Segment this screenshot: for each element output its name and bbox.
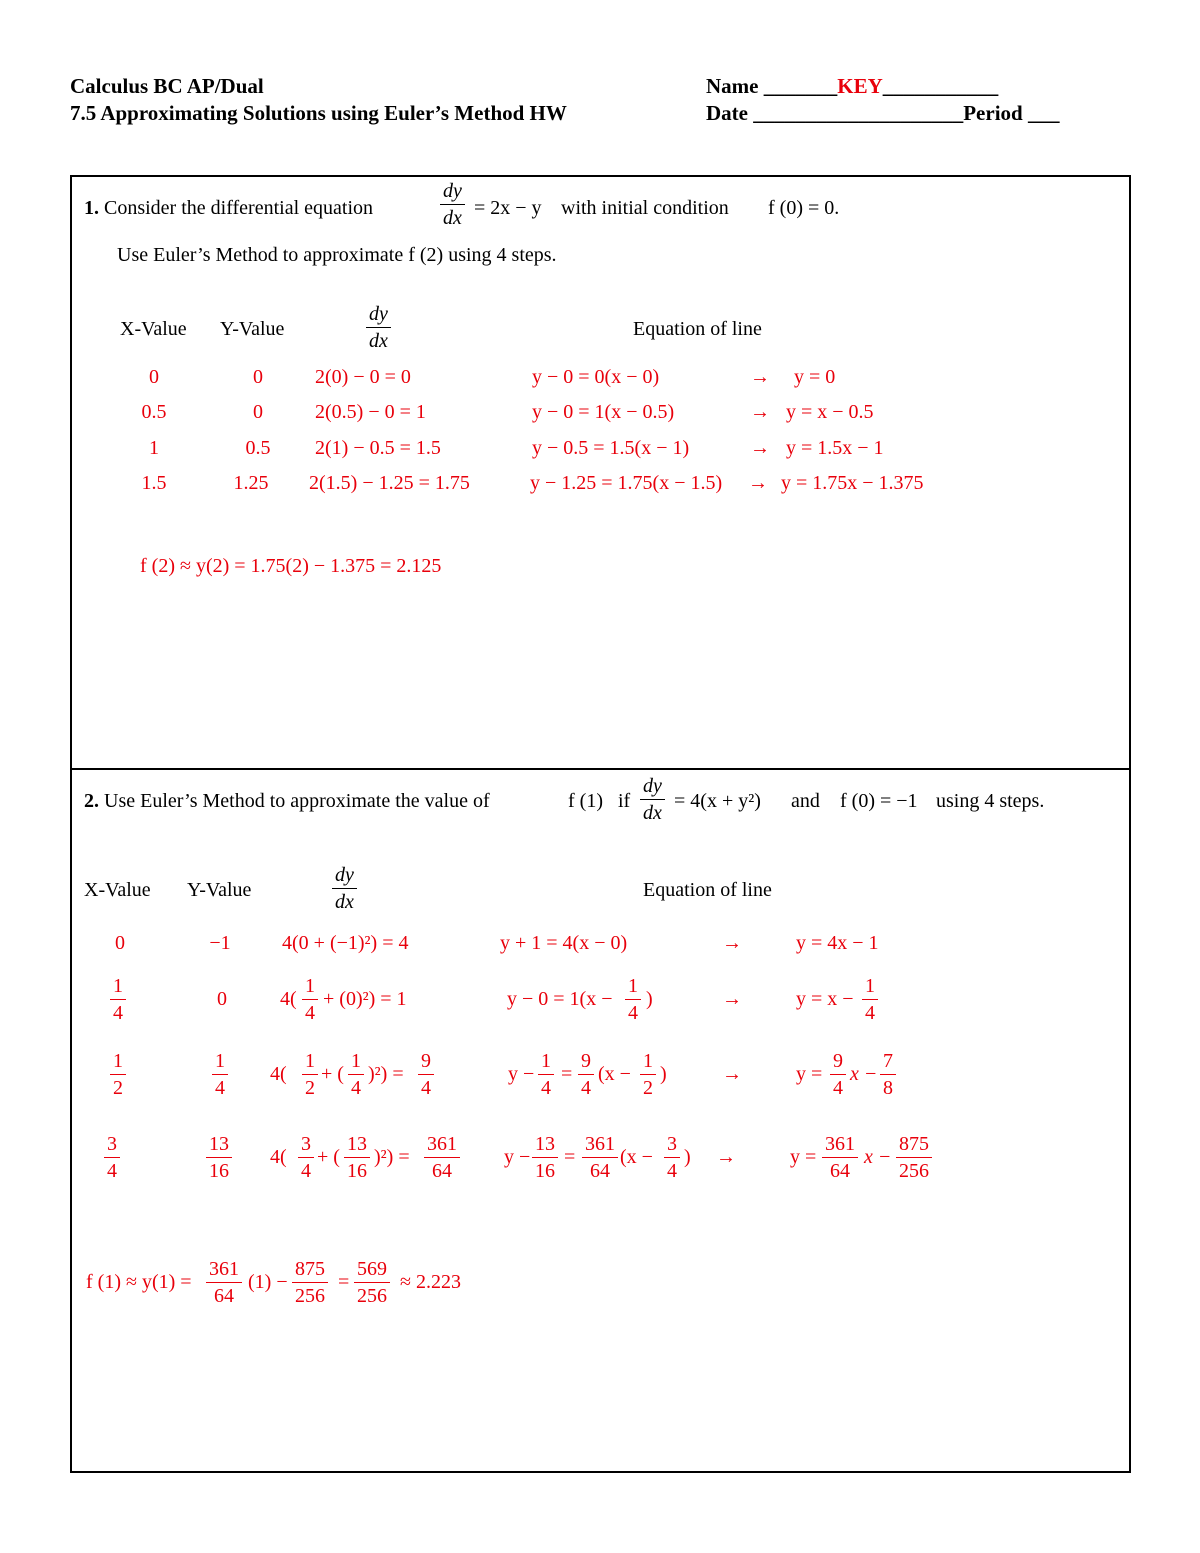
p1-r3-y: 0.5: [245, 437, 271, 459]
p2-col-dydx-den: dx: [335, 891, 354, 913]
p1-r4-arrow: →: [748, 472, 768, 494]
p2-r4-d-f1-den: 4: [301, 1160, 311, 1182]
p2-r4-arrow: →: [716, 1146, 736, 1168]
p2-r2-res-pre: y = x −: [796, 988, 854, 1010]
p2-if: if: [618, 790, 631, 812]
p2-r4-eq-mid2: (x −: [620, 1146, 653, 1168]
p1-r2-arrow: →: [750, 401, 770, 423]
p1-col-y: Y-Value: [220, 318, 285, 340]
p2-r3-eq-post: ): [660, 1063, 667, 1085]
p2-r2-res-frac: [862, 976, 878, 1023]
p1-r2-eq: y − 0 = 1(x − 0.5): [532, 401, 675, 423]
p1-col-dydx: [366, 304, 391, 351]
p2-r2-y: 0: [217, 988, 227, 1010]
p2-r3-res-f2: [880, 1051, 896, 1098]
p2-r2-arrow: →: [722, 988, 742, 1010]
p2-r2-res-frac-num: 1: [865, 975, 875, 997]
p2-r3-arrow: →: [722, 1063, 742, 1085]
p2-r3-res-f2-den: 8: [883, 1077, 893, 1099]
p1-statement: [84, 197, 373, 220]
p2-r4-eq-f3-num: 3: [667, 1133, 677, 1155]
p2-r4-d-f1: [298, 1134, 314, 1181]
p2-r4-eq-f2: [582, 1134, 618, 1181]
p2-r2-d-post: + (0)²) = 1: [323, 988, 407, 1010]
p2-final-f3: [354, 1259, 390, 1306]
p1-r1-x: 0: [149, 366, 159, 388]
p1-instruction: Use Euler’s Method to approximate f (2) using 4 steps.: [117, 244, 557, 266]
p2-dydx: [640, 776, 665, 823]
p2-r1-x: 0: [115, 932, 125, 954]
p2-r3-eq-f2-num: 9: [581, 1050, 591, 1072]
p2-r4-res-f1-den: 64: [830, 1160, 850, 1182]
date-period-line: Date ____________________Period ___: [706, 101, 1060, 125]
p1-r4-eq: y − 1.25 = 1.75(x − 1.5): [530, 472, 723, 494]
p2-r3-eq-f1-num: 1: [541, 1050, 551, 1072]
p1-r1-d: 2(0) − 0 = 0: [315, 366, 411, 388]
p2-r4-d-pre: 4(: [270, 1146, 287, 1168]
p2-r4-res-pre: y =: [790, 1146, 817, 1168]
p2-r3-d-result-den: 4: [421, 1077, 431, 1099]
p2-final-f2-num: 875: [295, 1258, 325, 1280]
p2-r2-d-frac-den: 4: [305, 1002, 315, 1024]
p2-final-f1-num: 361: [209, 1258, 239, 1280]
p2-r1-d: 4(0 + (−1)²) = 4: [282, 932, 409, 954]
p2-r3-y-num: 1: [215, 1050, 225, 1072]
p2-final-f3-den: 256: [357, 1285, 387, 1307]
p2-r2-eq-pre: y − 0 = 1(x −: [507, 988, 613, 1010]
p2-r4-d-result: [424, 1134, 460, 1181]
p2-r4-y-den: 16: [209, 1160, 229, 1182]
p1-r2-y: 0: [253, 401, 263, 423]
p2-r3-d-f2-num: 1: [351, 1050, 361, 1072]
p2-r4-x-den: 4: [107, 1160, 117, 1182]
p2-r3-eq-f2: [578, 1051, 594, 1098]
p2-r3-eq-pre: y −: [508, 1063, 535, 1085]
p2-r3-d-f2-den: 4: [351, 1077, 361, 1099]
p2-r3-res-f1: [830, 1051, 846, 1098]
p2-r4-eq-f2-num: 361: [585, 1133, 615, 1155]
p1-r3-arrow: →: [750, 437, 770, 459]
p1-dydx-den: dx: [443, 207, 462, 229]
p2-r3-eq-f1-den: 4: [541, 1077, 551, 1099]
p1-r2-x: 0.5: [141, 401, 167, 423]
p1-col-eq: Equation of line: [633, 318, 762, 340]
p2-r4-res-f2-num: 875: [899, 1133, 929, 1155]
p2-r2-eq-post: ): [646, 988, 653, 1010]
p1-intro: Consider the differential equation: [104, 197, 373, 219]
p2-final-eq: =: [338, 1271, 350, 1293]
p1-r3-d: 2(1) − 0.5 = 1.5: [315, 437, 441, 459]
p2-r3-eq-f3: [640, 1051, 656, 1098]
p1-r3-eq: y − 0.5 = 1.5(x − 1): [532, 437, 690, 459]
p2-r2-d-frac: [302, 976, 318, 1023]
p2-r2-d-pre: 4(: [280, 988, 297, 1010]
p2-r3-res-f2-num: 7: [883, 1050, 893, 1072]
p2-r3-y: [212, 1051, 228, 1098]
p2-r4-d-f2-den: 16: [347, 1160, 367, 1182]
p2-and: and: [791, 790, 820, 812]
p1-cond-text: with initial condition: [561, 197, 729, 219]
p2-col-dydx: [332, 865, 357, 912]
p2-r3-res-f1-num: 9: [833, 1050, 843, 1072]
p2-dydx-num: dy: [643, 775, 662, 797]
p2-r3-eq-f3-num: 1: [643, 1050, 653, 1072]
p2-r4-res-f2-den: 256: [899, 1160, 929, 1182]
p1-r3-res: y = 1.5x − 1: [786, 437, 884, 459]
p1-r2-d: 2(0.5) − 0 = 1: [315, 401, 426, 423]
p2-r2-x-den: 4: [113, 1002, 123, 1024]
p1-eq-rhs: = 2x − y: [474, 197, 542, 219]
assignment-title: 7.5 Approximating Solutions using Euler’s Method HW: [70, 101, 567, 125]
p1-r4-y: 1.25: [233, 472, 269, 494]
p2-r4-d-f2-num: 13: [347, 1133, 367, 1155]
p1-r1-arrow: →: [750, 366, 770, 388]
p2-r2-eq-frac-num: 1: [628, 975, 638, 997]
p2-steps: using 4 steps.: [936, 790, 1045, 812]
problem-2-box: [70, 768, 1131, 1473]
p2-dydx-den: dx: [643, 802, 662, 824]
p1-r1-res: y = 0: [794, 366, 836, 388]
p2-intro: Use Euler’s Method to approximate the value of: [104, 790, 490, 812]
name-key: KEY: [837, 74, 883, 98]
p1-r1-eq: y − 0 = 0(x − 0): [532, 366, 660, 388]
p2-r3-res-mid: x −: [850, 1063, 878, 1085]
p1-col-dydx-den: dx: [369, 330, 388, 352]
p2-r4-res-f1: [822, 1134, 858, 1181]
p2-r3-d-f1-num: 1: [305, 1050, 315, 1072]
p2-r2-eq-frac-den: 4: [628, 1002, 638, 1024]
p2-r4-x: [104, 1134, 120, 1181]
p2-r4-res-mid: x −: [864, 1146, 892, 1168]
p2-r2-x: [110, 976, 126, 1023]
p2-r3-y-den: 4: [215, 1077, 225, 1099]
name-tail: ___________: [882, 74, 999, 98]
p2-r3-eq-f2-den: 4: [581, 1077, 591, 1099]
p2-r4-eq-mid: =: [564, 1146, 576, 1168]
p2-r4-d-mid: + (: [317, 1146, 340, 1168]
p2-r3-d-post: )²) =: [368, 1063, 404, 1085]
p2-final-f1-den: 64: [214, 1285, 234, 1307]
p2-r4-eq-f1: [532, 1134, 558, 1181]
p2-r4-eq-f3-den: 4: [667, 1160, 677, 1182]
p2-r4-d-f2: [344, 1134, 370, 1181]
course-title: Calculus BC AP/Dual: [70, 74, 264, 98]
p1-r3-x: 1: [149, 437, 159, 459]
p2-r3-d-result: [418, 1051, 434, 1098]
p2-r3-d-f1-den: 2: [305, 1077, 315, 1099]
p2-r4-eq-f1-den: 16: [535, 1160, 555, 1182]
name-line: [706, 74, 998, 99]
p2-r4-d-post: )²) =: [374, 1146, 410, 1168]
p2-r3-eq-f1: [538, 1051, 554, 1098]
p2-r2-d-frac-num: 1: [305, 975, 315, 997]
p2-number: 2.: [84, 790, 99, 812]
p2-r1-arrow: →: [722, 932, 742, 954]
p2-r3-res-pre: y =: [796, 1063, 823, 1085]
p2-rhs: = 4(x + y²): [674, 790, 761, 812]
p2-r2-eq-frac: [625, 976, 641, 1023]
p1-r4-res: y = 1.75x − 1.375: [781, 472, 924, 494]
p2-r3-eq-f3-den: 2: [643, 1077, 653, 1099]
p1-col-dydx-num: dy: [369, 303, 388, 325]
p2-final-post: ≈ 2.223: [400, 1271, 461, 1293]
p2-col-dydx-num: dy: [335, 864, 354, 886]
p1-col-x: X-Value: [120, 318, 187, 340]
p2-r4-d-f1-num: 3: [301, 1133, 311, 1155]
p2-r4-eq-f3: [664, 1134, 680, 1181]
p2-r4-eq-f2-den: 64: [590, 1160, 610, 1182]
p2-r4-y-num: 13: [209, 1133, 229, 1155]
p2-col-y: Y-Value: [187, 879, 252, 901]
p2-r1-res: y = 4x − 1: [796, 932, 879, 954]
p1-dydx-num: dy: [443, 180, 462, 202]
p2-r4-x-num: 3: [107, 1133, 117, 1155]
p2-statement: [84, 790, 490, 813]
p2-r3-eq-mid: =: [561, 1063, 573, 1085]
p1-r1-y: 0: [253, 366, 263, 388]
p2-final-f2: [292, 1259, 328, 1306]
p2-r3-d-mid: + (: [321, 1063, 344, 1085]
p2-r4-eq-pre: y −: [504, 1146, 531, 1168]
p2-r4-d-result-num: 361: [427, 1133, 457, 1155]
name-label: Name _______: [706, 74, 838, 98]
p2-final-pre: f (1) ≈ y(1) =: [86, 1271, 192, 1293]
p1-r2-res: y = x − 0.5: [786, 401, 874, 423]
p2-col-x: X-Value: [84, 879, 151, 901]
p2-r3-eq-mid2: (x −: [598, 1063, 631, 1085]
p2-r3-d-f1: [302, 1051, 318, 1098]
p2-r3-x-num: 1: [113, 1050, 123, 1072]
p2-r3-d-result-num: 9: [421, 1050, 431, 1072]
p1-r4-x: 1.5: [141, 472, 167, 494]
p1-dydx: [440, 181, 465, 228]
p2-r4-res-f1-num: 361: [825, 1133, 855, 1155]
p2-final-f1: [206, 1259, 242, 1306]
p2-r3-x: [110, 1051, 126, 1098]
p2-final-f3-num: 569: [357, 1258, 387, 1280]
p2-r1-eq: y + 1 = 4(x − 0): [500, 932, 628, 954]
p1-r4-d: 2(1.5) − 1.25 = 1.75: [309, 472, 470, 494]
p2-final-mid: (1) −: [248, 1271, 288, 1293]
p2-r4-eq-post: ): [684, 1146, 691, 1168]
p2-col-eq: Equation of line: [643, 879, 772, 901]
p2-r3-res-f1-den: 4: [833, 1077, 843, 1099]
p2-target: f (1): [568, 790, 603, 812]
p2-r3-d-pre: 4(: [270, 1063, 287, 1085]
p2-r4-eq-f1-num: 13: [535, 1133, 555, 1155]
p2-r4-y: [206, 1134, 232, 1181]
p2-r2-res-frac-den: 4: [865, 1002, 875, 1024]
p2-r1-y: −1: [209, 932, 231, 954]
p1-cond: f (0) = 0.: [768, 197, 840, 219]
p2-final-f2-den: 256: [295, 1285, 325, 1307]
p2-r4-res-f2: [896, 1134, 932, 1181]
p2-r2-x-num: 1: [113, 975, 123, 997]
p2-r3-d-f2: [348, 1051, 364, 1098]
p1-number: 1.: [84, 197, 99, 219]
p1-final-answer: f (2) ≈ y(2) = 1.75(2) − 1.375 = 2.125: [140, 555, 442, 577]
p2-cond: f (0) = −1: [840, 790, 918, 812]
p2-r3-x-den: 2: [113, 1077, 123, 1099]
p2-r4-d-result-den: 64: [432, 1160, 452, 1182]
